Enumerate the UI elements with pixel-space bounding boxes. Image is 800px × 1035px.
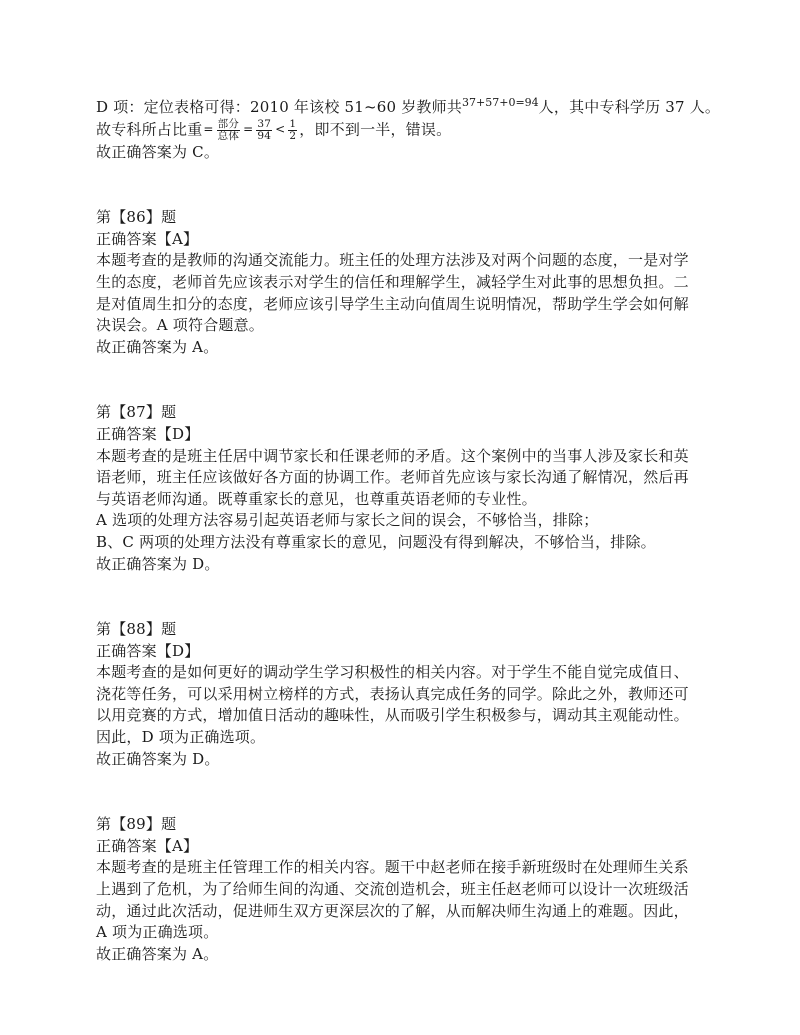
question-88 [96,619,716,770]
intro-line2-prefix: 故专科所占比重 [96,120,203,139]
explanation-line: 语老师，班主任应该做好各方面的协调工作。老师首先应该与家长沟通了解情况，然后再 [96,468,689,487]
fraction-denominator: 总体 [217,129,240,142]
explanation-line: 本题考查的是班主任管理工作的相关内容。题干中赵老师在接手新班级时在处理师生关系 [96,858,689,877]
explanation-line: 以用竞赛的方式，增加值日活动的趣味性，从而吸引学生积极参与，调动其主观能动性。 [96,706,689,725]
correct-answer: 正确答案【A】 [96,836,199,855]
equals-sign-2: = [243,122,254,137]
fraction-denominator: 94 [257,129,272,142]
fraction-numerator: 部分 [217,117,240,130]
fraction-denominator: 2 [289,129,297,142]
explanation-line: 决误会。A 项符合题意。 [96,316,265,335]
explanation-line: A 项为正确选项。 [96,923,219,942]
less-than-sign: < [275,122,286,137]
fraction-37-over-94 [256,119,272,142]
explanation-line: B、C 两项的处理方法没有尊重家长的意见，问题没有得到解决，不够恰当，排除。 [96,532,656,551]
final-answer-line: 故正确答案为 D。 [96,554,220,573]
explanation-line: 因此，D 项为正确选项。 [96,728,266,747]
section-gap [96,358,716,402]
intro-line1-math: 37+57+0=94 [462,96,539,109]
intro-line1-prefix: D 项：定位表格可得：2010 年该校 51~60 岁教师共 [96,98,463,116]
correct-answer: 正确答案【D】 [96,641,200,660]
fraction-part-over-total [217,119,240,142]
question-86 [96,207,716,358]
explanation-line: A 选项的处理方法容易引起英语老师与家长之间的误会，不够恰当，排除； [96,511,599,530]
section-gap [96,575,716,619]
question-87 [96,402,716,575]
fraction-numerator: 37 [257,117,272,130]
intro-line-1 [96,92,721,119]
fraction-1-over-2 [288,119,297,142]
explanation-line: 动，通过此次活动，促进师生双方更深层次的了解，从而解决师生沟通上的难题。因此， [96,901,689,920]
question-title: 第【89】题 [96,815,177,834]
section-gap [96,770,716,814]
final-answer-line: 故正确答案为 A。 [96,337,219,356]
intro-line-2 [96,119,716,142]
explanation-line: 上遇到了危机，为了给师生间的沟通、交流创造机会，班主任赵老师可以设计一次班级活 [96,880,689,899]
intro-explanation [96,92,721,163]
explanation-line: 本题考查的是如何更好的调动学生学习积极性的相关内容。对于学生不能自觉完成值日、 [96,663,689,682]
intro-line2-suffix: ，即不到一半，错误。 [299,120,452,139]
correct-answer: 正确答案【D】 [96,424,200,443]
question-title: 第【88】题 [96,620,177,639]
correct-answer: 正确答案【A】 [96,229,199,248]
final-answer-line: 故正确答案为 D。 [96,749,220,768]
explanation-line: 浇花等任务，可以采用树立榜样的方式，表扬认真完成任务的同学。除此之外，教师还可 [96,684,689,703]
explanation-line: 是对值周生扣分的态度，老师应该引导学生主动向值周生说明情况，帮助学生学会如何解 [96,294,689,313]
fraction-numerator: 1 [289,117,297,130]
explanation-line: 本题考查的是班主任居中调节家长和任课老师的矛盾。这个案例中的当事人涉及家长和英 [96,446,689,465]
explanation-line: 生的态度，老师首先应该表示对学生的信任和理解学生，减轻学生对此事的思想负担。二 [96,272,689,291]
equals-sign-1: = [203,122,214,137]
explanation-line: 与英语老师沟通。既尊重家长的意见，也尊重英语老师的专业性。 [96,489,537,508]
question-89 [96,814,716,965]
section-gap [96,163,716,207]
intro-answer-line: 故正确答案为 C。 [96,142,220,161]
final-answer-line: 故正确答案为 A。 [96,944,219,963]
intro-line1-suffix: 人，其中专科学历 37 人。 [538,98,721,116]
document-page [96,92,721,965]
question-title: 第【86】题 [96,208,177,227]
question-title: 第【87】题 [96,403,177,422]
explanation-line: 本题考查的是教师的沟通交流能力。班主任的处理方法涉及对两个问题的态度，一是对学 [96,251,689,270]
